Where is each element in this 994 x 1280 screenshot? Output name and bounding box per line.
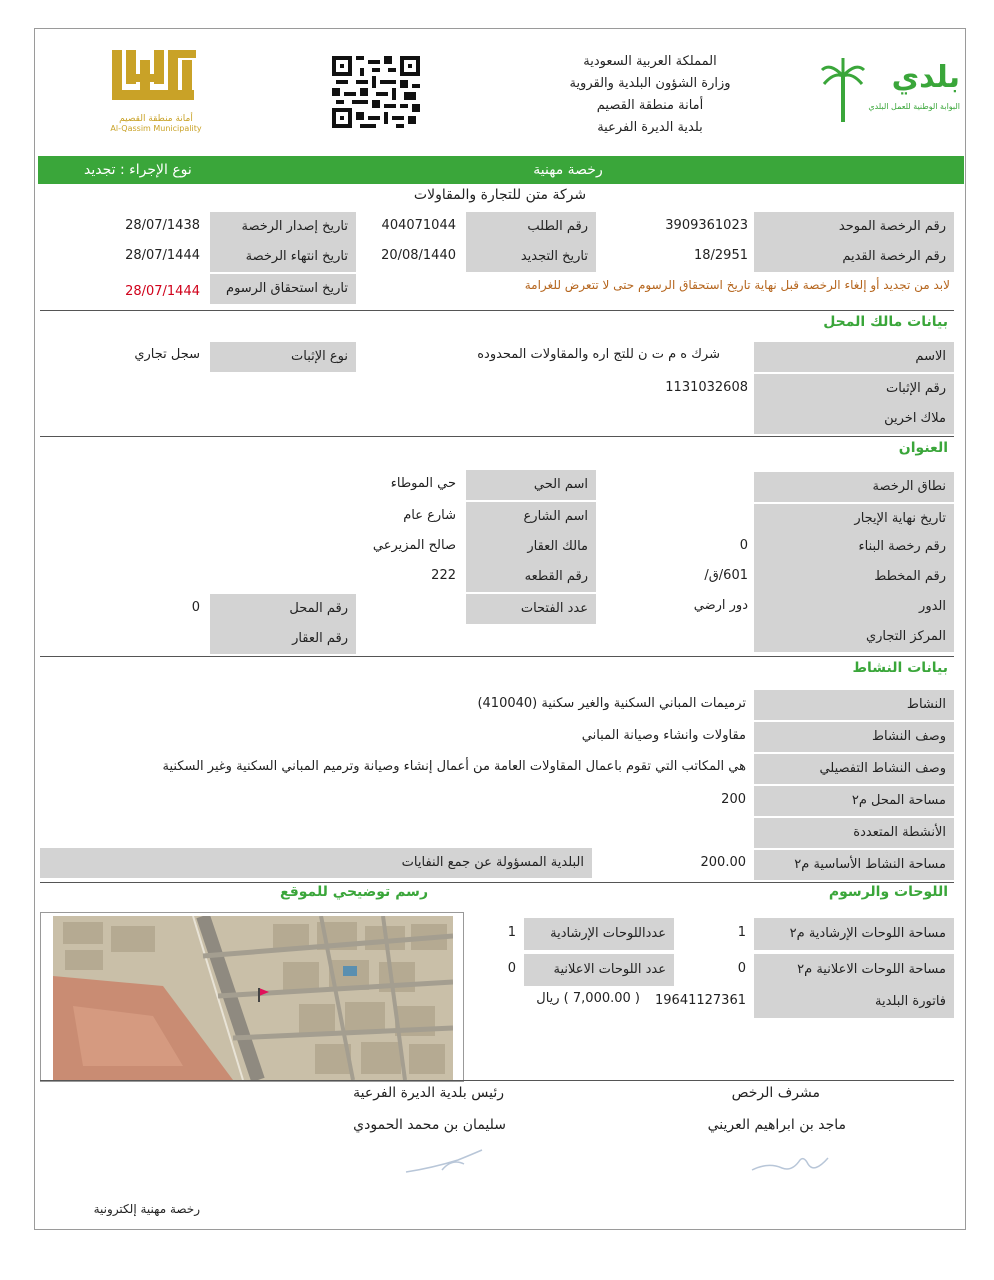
fees-due-date: 28/07/1444	[125, 284, 200, 299]
building-permit-label: رقم رخصة البناء	[754, 532, 954, 562]
guide-area-label: مساحة اللوحات الإرشادية م٢	[754, 918, 954, 950]
waste-responsibility: البلدية المسؤولة عن جمع النفايات	[40, 848, 592, 878]
owner-section-title: بيانات مالك المحل	[823, 314, 948, 330]
unified-no-label: رقم الرخصة الموحد	[754, 212, 954, 242]
property-no-label: رقم العقار	[210, 624, 356, 654]
shop-area: 200	[721, 792, 746, 807]
unified-no: 3909361023	[665, 218, 748, 233]
plot-no-label: رقم القطعه	[466, 562, 596, 592]
ad-count: 0	[507, 961, 516, 976]
divider	[40, 436, 954, 437]
palm-tree-icon	[820, 56, 866, 122]
plan-no: 601/ق/	[704, 568, 748, 583]
header-ministry: وزارة الشؤون البلدية والقروية	[569, 76, 731, 91]
street: شارع عام	[403, 508, 456, 523]
shop-no: 0	[191, 600, 200, 615]
divider	[40, 882, 954, 883]
activity-detail: هي المكاتب التي تقوم باعمال المقاولات العامة من أعمال إنشاء وصيانة وترميم المباني السكنية وغير السكنية	[162, 759, 746, 774]
head-title: رئيس بلدية الديرة الفرعية	[353, 1085, 504, 1101]
location-map	[40, 912, 464, 1082]
building-permit: 0	[739, 538, 748, 553]
lease-end-label: تاريخ نهاية الإيجار	[754, 504, 954, 534]
divider	[40, 310, 954, 311]
issue-date: 28/07/1438	[125, 218, 200, 233]
signs-section-title: اللوحات والرسوم	[828, 884, 948, 900]
property-owner: صالح المزيرعي	[372, 538, 456, 553]
header-municipality: بلدية الديرة الفرعية	[597, 120, 703, 135]
balady-logo-subtitle: البوابة الوطنية للعمل البلدي	[868, 102, 960, 111]
shop-area-label: مساحة المحل م٢	[754, 786, 954, 816]
activity-desc-label: وصف النشاط	[754, 722, 954, 752]
district: حي الموطاء	[390, 476, 456, 491]
divider	[40, 656, 954, 657]
proof-no: 1131032608	[665, 380, 748, 395]
mall-label: المركز التجاري	[754, 622, 954, 652]
openings-label: عدد الفتحات	[466, 594, 596, 624]
activity-section-title: بيانات النشاط	[852, 660, 948, 676]
qassim-logo-icon	[104, 46, 208, 108]
floor-label: الدور	[754, 592, 954, 622]
license-type: رخصة مهنية	[533, 162, 603, 178]
head-signature	[402, 1146, 492, 1176]
other-owners-label: ملاك اخرين	[754, 404, 954, 434]
property-owner-label: مالك العقار	[466, 532, 596, 562]
procedure-type: نوع الإجراء : تجديد	[84, 162, 192, 178]
guide-count: 1	[507, 925, 516, 940]
fees-due-label: تاريخ استحقاق الرسوم	[210, 274, 356, 304]
map-section-title: رسم توضيحي للموقع	[280, 884, 428, 900]
head-name: سليمان بن محمد الحمودي	[353, 1117, 506, 1133]
qr-code-icon	[332, 56, 420, 128]
renew-date: 20/08/1440	[381, 248, 456, 263]
supervisor-signature	[748, 1148, 838, 1178]
guide-count-label: عدداللوحات الإرشادية	[524, 918, 674, 950]
renew-date-label: تاريخ التجديد	[466, 242, 596, 272]
satellite-map-image	[53, 916, 453, 1080]
invoice-amount: ( 7,000.00 ) ريال	[536, 991, 640, 1006]
proof-no-label: رقم الإثبات	[754, 374, 954, 404]
header-kingdom: المملكة العربية السعودية	[583, 54, 717, 69]
renewal-warning: لابد من تجديد أو إلغاء الرخصة قبل نهاية تاريخ استحقاق الرسوم حتى لا تتعرض للغرامة	[524, 278, 950, 292]
balady-logo	[820, 56, 960, 126]
activity: ترميمات المباني السكنية والغير سكنية (410040)	[477, 696, 746, 711]
old-no-label: رقم الرخصة القديم	[754, 242, 954, 272]
shop-no-label: رقم المحل	[210, 594, 356, 624]
header-secretariat: أمانة منطقة القصيم	[596, 98, 704, 113]
floor: دور ارضي	[693, 598, 748, 613]
supervisor-name: ماجد بن ابراهيم العريني	[707, 1117, 846, 1133]
district-label: اسم الحي	[466, 470, 596, 500]
proof-type-label: نوع الإثبات	[210, 342, 356, 372]
ad-area-label: مساحة اللوحات الاعلانية م٢	[754, 954, 954, 986]
qassim-logo-arabic: أمانة منطقة القصيم	[119, 114, 193, 124]
scope-label: نطاق الرخصة	[754, 472, 954, 502]
ad-count-label: عدد اللوحات الاعلانية	[524, 954, 674, 986]
owner-name-label: الاسم	[754, 342, 954, 372]
plan-no-label: رقم المخطط	[754, 562, 954, 592]
invoice-label: فاتورة البلدية	[754, 986, 954, 1018]
qassim-logo	[104, 46, 208, 134]
owner-name: شرك ه م ت ن للتج اره والمقاولات المحدوده	[477, 347, 720, 362]
supervisor-title: مشرف الرخص	[731, 1085, 820, 1101]
main-area-label: مساحة النشاط الأساسية م٢	[754, 850, 954, 880]
activity-desc: مقاولات وانشاء وصيانة المباني	[581, 728, 746, 743]
guide-area: 1	[737, 925, 746, 940]
balady-logo-text: بلدي	[891, 60, 960, 95]
invoice-no: 19641127361	[655, 993, 746, 1008]
main-area: 200.00	[700, 855, 746, 870]
old-no: 18/2951	[693, 248, 748, 263]
activity-detail-label: وصف النشاط التفصيلي	[754, 754, 954, 784]
ad-area: 0	[737, 961, 746, 976]
qassim-logo-english: Al-Qassim Municipality	[110, 124, 202, 133]
street-label: اسم الشارع	[466, 502, 596, 532]
activity-label: النشاط	[754, 690, 954, 720]
address-section-title: العنوان	[898, 440, 948, 456]
request-no: 404071044	[381, 218, 456, 233]
plot-no: 222	[431, 568, 456, 583]
multi-activities-label: الأنشطة المتعددة	[754, 818, 954, 848]
footer-text: رخصة مهنية إلكترونية	[93, 1202, 200, 1216]
qr-code	[332, 56, 420, 128]
request-no-label: رقم الطلب	[466, 212, 596, 242]
proof-type: سجل تجاري	[134, 347, 200, 362]
expiry-label: تاريخ انتهاء الرخصة	[210, 242, 356, 272]
issue-date-label: تاريخ إصدار الرخصة	[210, 212, 356, 242]
company-name: شركة متن للتجارة والمقاولات	[413, 187, 587, 203]
expiry-date: 28/07/1444	[125, 248, 200, 263]
